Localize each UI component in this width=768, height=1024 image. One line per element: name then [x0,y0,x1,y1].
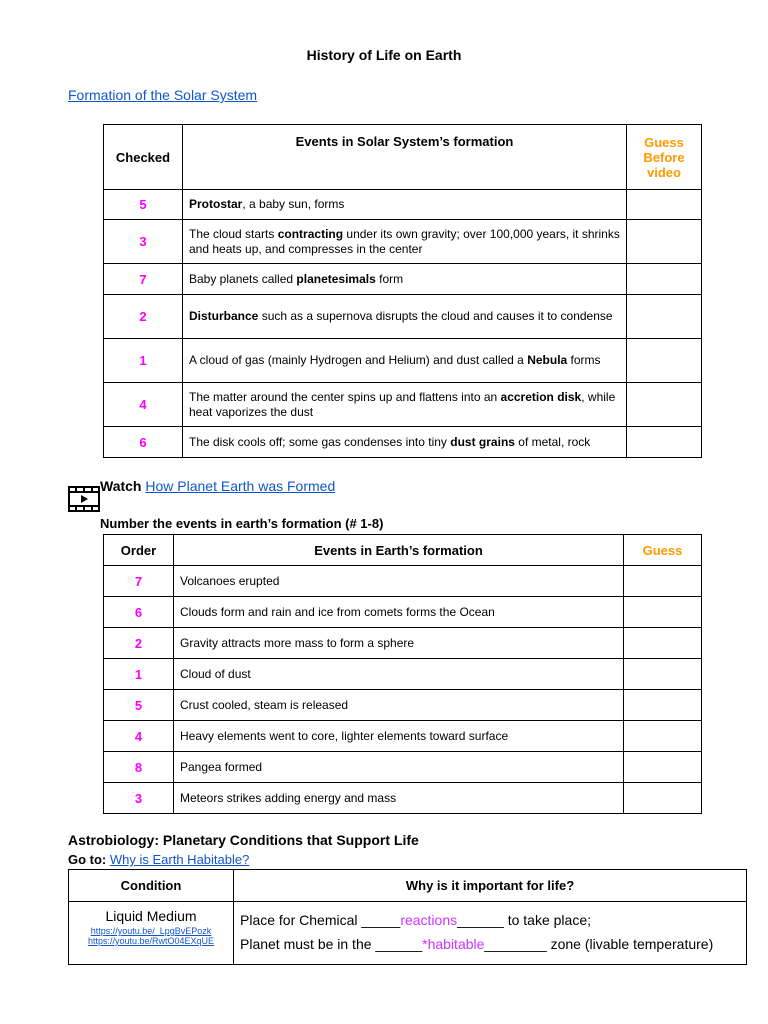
guess-cell[interactable] [627,339,702,383]
page-title: History of Life on Earth [306,47,462,63]
solar-order-number: 2 [104,295,183,339]
event-text-part: , while heat vaporizes the dust [189,389,616,419]
guess-cell[interactable] [627,220,702,264]
earth-row [104,597,702,628]
order-header: Order [104,535,174,566]
solar-row [104,383,702,427]
event-keyword: accretion disk [500,389,582,404]
event-keyword: Nebula [527,353,568,367]
event-keyword: Disturbance [189,309,259,323]
solar-order-number: 6 [104,427,183,458]
guess-cell[interactable] [624,690,702,721]
guess-before-header: Guess Before video [627,125,702,190]
earth-order-number: 1 [104,659,174,690]
why-header: Why is it important for life? [234,870,747,902]
earth-row [104,659,702,690]
earth-event-text: Gravity attracts more mass to form a sphere [174,628,624,659]
event-text-part: A cloud of gas (mainly Hydrogen and Helium) and dust called a [189,353,528,367]
condition-header: Condition [69,870,234,902]
goto-label: Go to: [68,852,107,867]
answer-habitable: *habitable [422,936,485,952]
line1-suffix: ______ to take place; [457,912,592,928]
guess-cell[interactable] [627,427,702,458]
event-text-part: , a baby sun, forms [242,197,345,211]
event-text-part: The matter around the center spins up and flattens into an [189,389,501,404]
event-text-part: The disk cools off; some gas condenses into tiny [189,434,451,449]
event-text-part: under its own gravity; over 100,000 years, it shrinks and heats up, and compresses in the center [189,226,620,256]
earth-row [104,628,702,659]
solar-order-number: 4 [104,383,183,427]
why-line-1 [240,908,740,932]
solar-order-number: 7 [104,264,183,295]
why-line-2 [240,932,740,956]
earth-formed-video-link[interactable]: How Planet Earth was Formed [145,478,336,494]
event-text-part: forms [567,353,601,367]
solar-event-text [183,264,627,295]
watch-label: Watch [100,478,142,494]
event-keyword: contracting [277,226,344,241]
earth-order-number: 5 [104,690,174,721]
solar-row [104,264,702,295]
event-keyword: dust grains [450,434,515,449]
guess-cell[interactable] [624,628,702,659]
earth-event-text: Volcanoes erupted [174,566,624,597]
earth-event-text: Cloud of dust [174,659,624,690]
earth-order-number: 8 [104,752,174,783]
earth-event-text: Meteors strikes adding energy and mass [174,783,624,814]
guess-cell[interactable] [624,566,702,597]
watch-line [100,478,335,494]
guess-header: Guess [624,535,702,566]
guess-cell[interactable] [624,721,702,752]
condition-name: Liquid Medium [105,908,197,924]
earth-order-number: 2 [104,628,174,659]
solar-event-text [183,427,627,458]
earth-row [104,752,702,783]
conditions-table [68,869,747,965]
guess-cell[interactable] [627,264,702,295]
earth-formation-table [103,534,702,814]
video-icon [68,486,100,512]
earth-events-header: Events in Earth’s formation [174,535,624,566]
guess-cell[interactable] [627,190,702,220]
guess-cell[interactable] [624,752,702,783]
solar-event-text [183,220,627,264]
video-link-1[interactable]: https://youtu.be/_LpgBvEPozk [90,926,212,936]
solar-system-link[interactable]: Formation of the Solar System [68,87,258,103]
earth-order-number: 6 [104,597,174,628]
condition-cell [69,902,234,965]
earth-row [104,566,702,597]
guess-cell[interactable] [624,597,702,628]
line2-suffix: ________ zone (livable temperature) [484,936,714,952]
event-text-part: The cloud starts [189,226,278,241]
guess-cell[interactable] [624,783,702,814]
earth-order-number: 4 [104,721,174,752]
solar-events-header: Events in Solar System’s formation [183,125,627,190]
earth-events-heading: Number the events in earth’s formation (# 1-8) [100,516,384,531]
solar-order-number: 3 [104,220,183,264]
solar-event-text [183,190,627,220]
guess-cell[interactable] [627,383,702,427]
goto-line [68,852,249,867]
event-text-part: form [375,271,404,286]
solar-order-number: 5 [104,190,183,220]
why-cell [234,902,747,965]
habitable-link[interactable]: Why is Earth Habitable? [109,852,250,867]
video-link-2[interactable]: https://youtu.be/RwtO04EXqUE [87,936,215,946]
event-keyword: planetesimals [296,271,376,286]
solar-order-number: 1 [104,339,183,383]
solar-system-table [103,124,702,458]
solar-row [104,427,702,458]
earth-row [104,690,702,721]
solar-event-text [183,383,627,427]
event-text-part: such as a supernova disrupts the cloud and causes it to condense [258,309,613,323]
solar-row [104,220,702,264]
line1-prefix: Place for Chemical _____ [240,912,401,928]
solar-row [104,190,702,220]
guess-cell[interactable] [624,659,702,690]
event-text-part: of metal, rock [514,434,591,449]
earth-event-text: Crust cooled, steam is released [174,690,624,721]
earth-event-text: Heavy elements went to core, lighter elements toward surface [174,721,624,752]
answer-reactions: reactions [400,912,458,928]
earth-table-body [104,566,702,814]
event-text-part: Baby planets called [189,271,297,286]
checked-header: Checked [104,125,183,190]
earth-event-text: Clouds form and rain and ice from comets forms the Ocean [174,597,624,628]
earth-order-number: 3 [104,783,174,814]
guess-cell[interactable] [627,295,702,339]
earth-row [104,783,702,814]
solar-event-text [183,295,627,339]
astrobiology-heading: Astrobiology: Planetary Conditions that Support Life [68,832,419,848]
earth-row [104,721,702,752]
earth-event-text: Pangea formed [174,752,624,783]
solar-event-text [183,339,627,383]
line2-prefix: Planet must be in the ______ [240,936,423,952]
earth-order-number: 7 [104,566,174,597]
solar-row [104,339,702,383]
solar-row [104,295,702,339]
solar-table-body [104,190,702,458]
event-keyword: Protostar [189,197,243,211]
